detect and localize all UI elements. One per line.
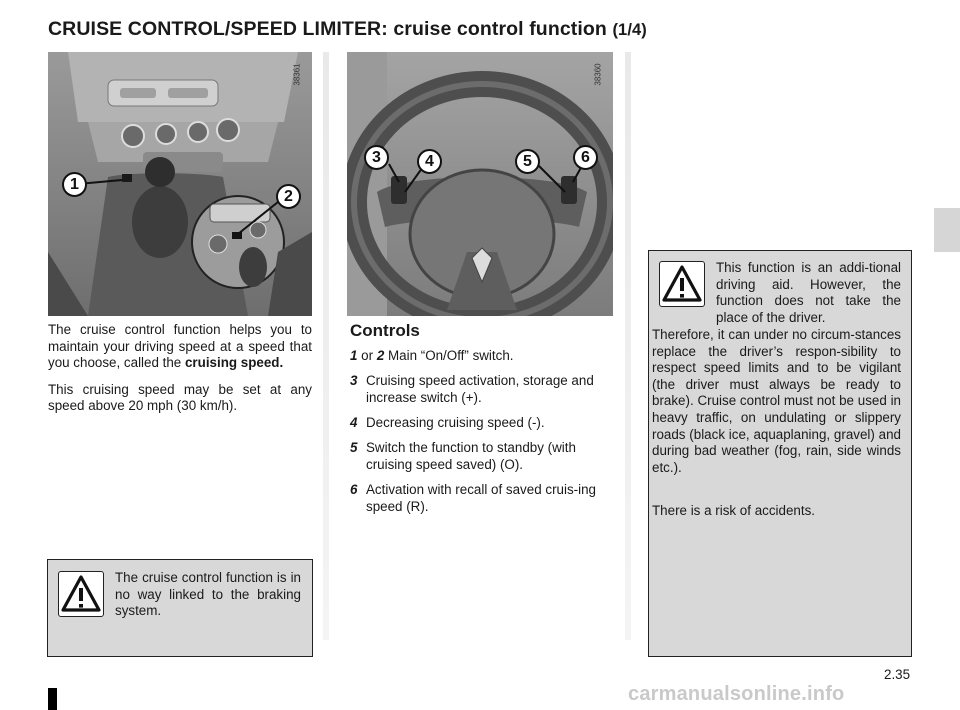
control-item-3-text: Cruising speed activation, storage and increase switch (+). xyxy=(366,373,594,405)
dashboard-photo xyxy=(48,52,312,316)
figure-ref-left: 38361 xyxy=(292,63,302,86)
control-num-1: 1 xyxy=(350,348,358,363)
page-number: 2.35 xyxy=(884,667,911,682)
warning-box-braking xyxy=(47,559,313,657)
control-num-6: 6 xyxy=(350,481,358,497)
control-item-6-text: Activation with recall of saved cruis-ing speed (R). xyxy=(366,481,596,514)
cruising-speed-term: cruising speed. xyxy=(184,355,284,371)
title-page-part: (1/4) xyxy=(612,21,647,39)
warning-box-driving-aid xyxy=(648,250,912,657)
column-gutter-right xyxy=(625,52,631,640)
control-item-1-text: Main “On/Off” switch. xyxy=(384,348,514,363)
warning-braking-text: The cruise control function is in no way linked to the braking system. xyxy=(115,570,301,619)
intro-text xyxy=(48,322,312,425)
callout-3: 3 xyxy=(364,145,389,170)
controls-list xyxy=(350,348,614,524)
steering-wheel-photo xyxy=(347,52,613,316)
warning-risk-text: There is a risk of accidents. xyxy=(652,503,815,518)
title-text: CRUISE CONTROL/SPEED LIMITER: cruise control function xyxy=(48,18,607,40)
margin-bar-mark xyxy=(48,688,57,710)
warning-main-text: Therefore, it can under no circum-stances replace the driver’s respon-sibility to respect speed limits and to be vigilant (the driver must always be ready to brake). Cruise control must not be used in heavy traffic, on undulating or slippery roads (black ice, aquaplaning, gravel) and during bad weather (fog, rain, side winds etc.). xyxy=(652,327,901,475)
intro-paragraph-1 xyxy=(48,322,312,372)
watermark: carmanualsonline.info xyxy=(628,683,845,705)
warning-lead-text: This function is an addi-tional driving aid. However, the function does not take the place of the driver. xyxy=(716,260,901,325)
controls-heading: Controls xyxy=(350,321,420,340)
control-item-4-text: Decreasing cruising speed (-). xyxy=(366,414,545,430)
page-title xyxy=(48,18,647,41)
control-item-6 xyxy=(350,482,614,515)
control-item-3 xyxy=(350,373,614,406)
intro-p1-text: The cruise control function helps you to maintain your driving speed at a speed that you choose, called the xyxy=(48,322,312,371)
callout-5: 5 xyxy=(515,149,540,174)
callout-1: 1 xyxy=(62,172,87,197)
control-item-5 xyxy=(350,440,614,473)
callout-6: 6 xyxy=(573,145,598,170)
intro-paragraph-2: This cruising speed may be set at any speed above 20 mph (30 km/h). xyxy=(48,381,312,414)
callout-2: 2 xyxy=(276,184,301,209)
control-num-4: 4 xyxy=(350,414,358,430)
control-item-5-text: Switch the function to standby (with cruising speed saved) (O). xyxy=(366,440,576,472)
control-item-1-2 xyxy=(350,348,614,365)
callout-4: 4 xyxy=(417,149,442,174)
warning-triangle-icon xyxy=(659,261,705,307)
control-num-3: 3 xyxy=(350,373,358,389)
section-thumb-tab xyxy=(934,208,960,252)
warning-triangle-icon xyxy=(58,571,104,617)
control-item-1-or: or xyxy=(357,348,377,363)
figure-ref-right: 38360 xyxy=(593,63,603,86)
control-num-5: 5 xyxy=(350,440,358,456)
control-item-4 xyxy=(350,415,614,432)
column-gutter-left xyxy=(323,52,329,640)
control-num-2: 2 xyxy=(376,348,385,363)
